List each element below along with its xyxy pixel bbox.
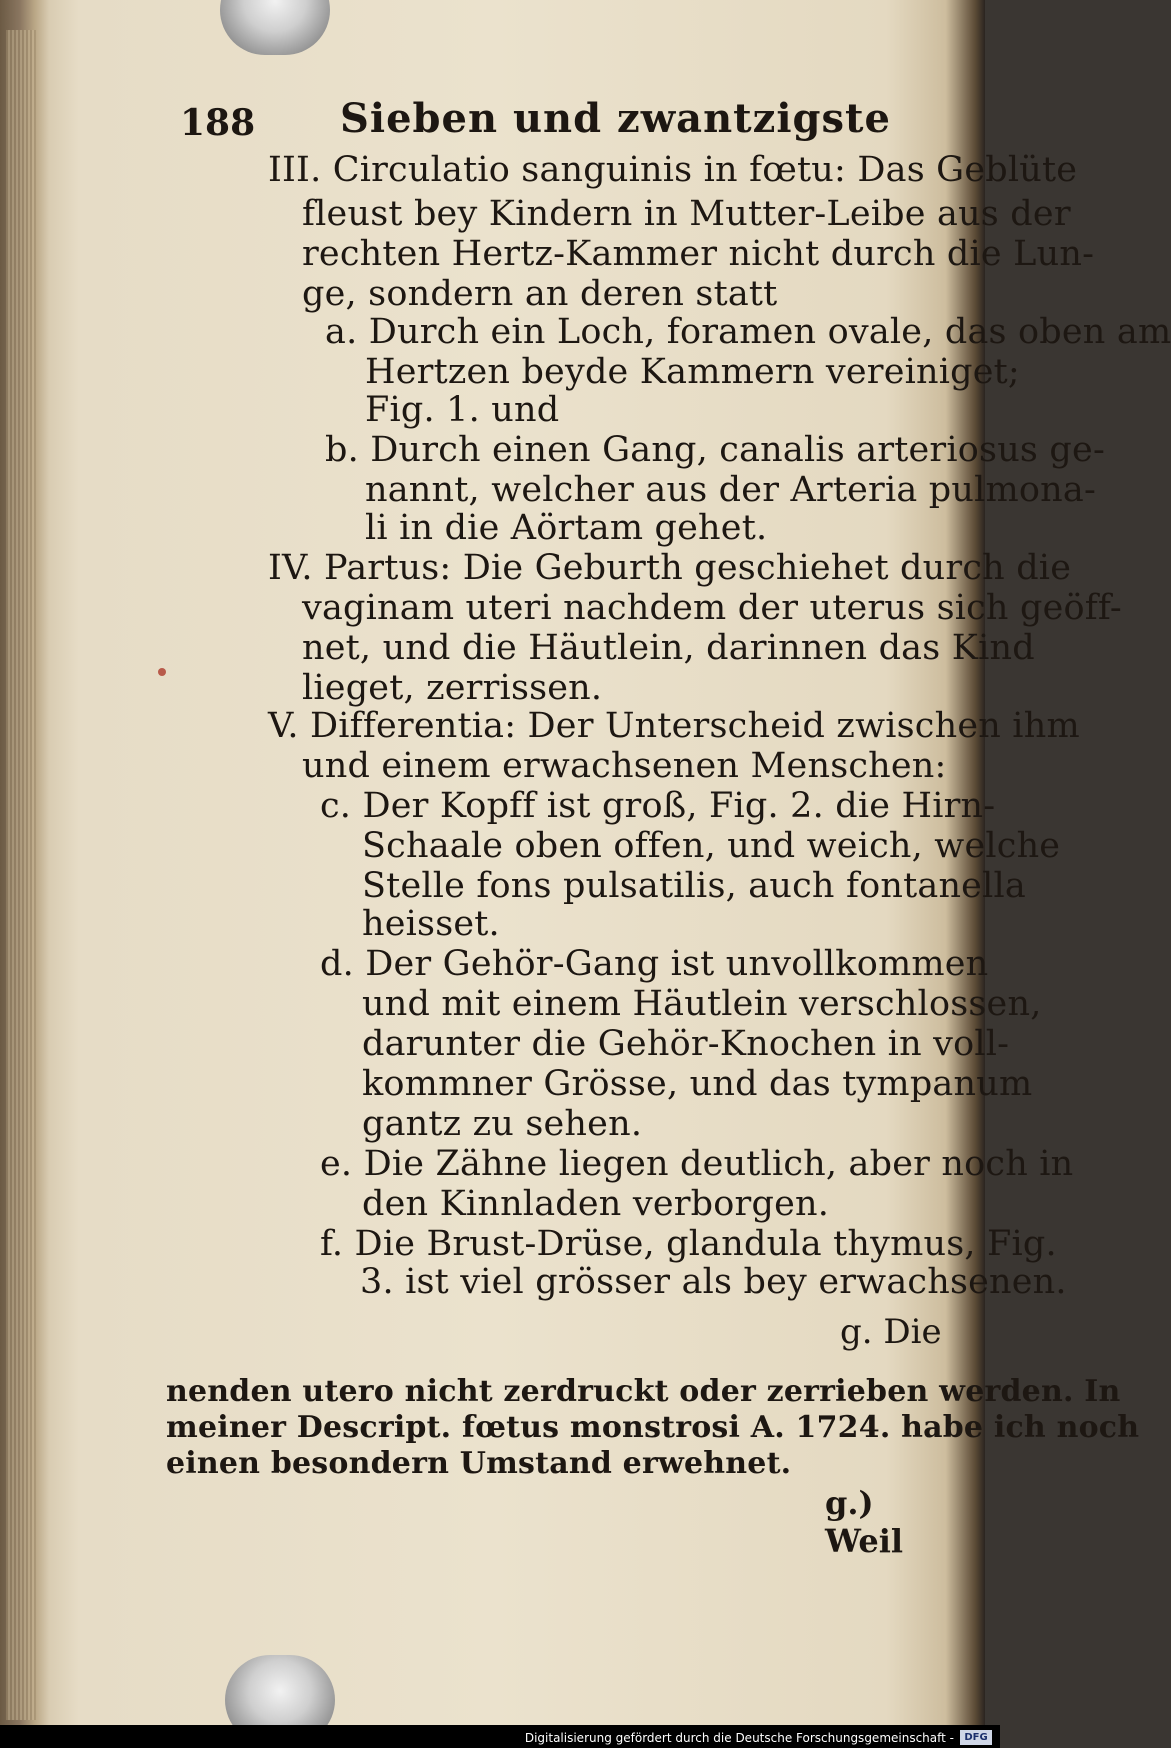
footer-credit: Digitalisierung gefördert durch die Deutsche Forschungsgemeinschaft - xyxy=(524,1731,954,1745)
body-line: nannt, welcher aus der Arteria pulmona- xyxy=(365,470,1096,510)
body-line: Fig. 1. und xyxy=(365,390,560,430)
body-line: b. Durch einen Gang, canalis arteriosus ge- xyxy=(325,430,1105,470)
body-line: net, und die Häutlein, darinnen das Kind xyxy=(302,628,1035,668)
body-line: heisset. xyxy=(362,904,500,944)
body-line: rechten Hertz-Kammer nicht durch die Lun- xyxy=(302,234,1095,274)
body-line: a. Durch ein Loch, foramen ovale, das oben am xyxy=(325,312,1171,352)
ink-stain xyxy=(158,668,166,676)
body-line: fleust bey Kindern in Mutter-Leibe aus der xyxy=(302,194,1071,234)
body-line: den Kinnladen verborgen. xyxy=(362,1184,830,1224)
body-line: und mit einem Häutlein verschlossen, xyxy=(362,984,1042,1024)
body-line: IV. Partus: Die Geburth geschiehet durch die xyxy=(268,548,1072,588)
body-line: e. Die Zähne liegen deutlich, aber noch in xyxy=(320,1144,1074,1184)
footnote-line: einen besondern Umstand erwehnet. xyxy=(166,1446,792,1481)
body-line: Stelle fons pulsatilis, auch fontanella xyxy=(362,866,1026,906)
dfg-logo-icon: DFG xyxy=(960,1730,992,1745)
page xyxy=(40,0,1171,1725)
body-line: III. Circulatio sanguinis in fœtu: Das Geblüte xyxy=(268,150,1078,190)
body-line: Hertzen beyde Kammern vereiniget; xyxy=(365,352,1020,392)
body-line: d. Der Gehör-Gang ist unvollkommen xyxy=(320,944,989,984)
footnote-catchword: g.) Weil xyxy=(825,1484,903,1560)
body-line: ge, sondern an deren statt xyxy=(302,274,778,314)
body-line: kommner Grösse, und das tympanum xyxy=(362,1064,1033,1104)
body-line: c. Der Kopff ist groß, Fig. 2. die Hirn- xyxy=(320,786,996,826)
footnote-line: nenden utero nicht zerdruckt oder zerrieben werden. In xyxy=(166,1374,1121,1409)
body-line: darunter die Gehör-Knochen in voll- xyxy=(362,1024,1010,1064)
catchword: g. Die xyxy=(840,1312,942,1352)
body-line: lieget, zerrissen. xyxy=(302,668,603,708)
page-edges xyxy=(6,30,36,1720)
body-line: Schaale oben offen, und weich, welche xyxy=(362,826,1061,866)
digitization-footer xyxy=(0,1725,1000,1748)
body-line: 3. ist viel grösser als bey erwachsenen. xyxy=(360,1262,1067,1302)
body-line: V. Differentia: Der Unterscheid zwischen ihm xyxy=(268,706,1080,746)
footnote-line: meiner Descript. fœtus monstrosi A. 1724. habe ich noch xyxy=(166,1410,1140,1445)
body-line: gantz zu sehen. xyxy=(362,1104,643,1144)
body-line: vaginam uteri nachdem der uterus sich geöff- xyxy=(302,588,1122,628)
body-line: und einem erwachsenen Menschen: xyxy=(302,746,947,786)
running-title: Sieben und zwantzigste xyxy=(340,95,891,142)
body-line: f. Die Brust-Drüse, glandula thymus, Fig. xyxy=(320,1224,1057,1264)
page-number: 188 xyxy=(180,102,256,144)
body-line: li in die Aörtam gehet. xyxy=(365,508,768,548)
